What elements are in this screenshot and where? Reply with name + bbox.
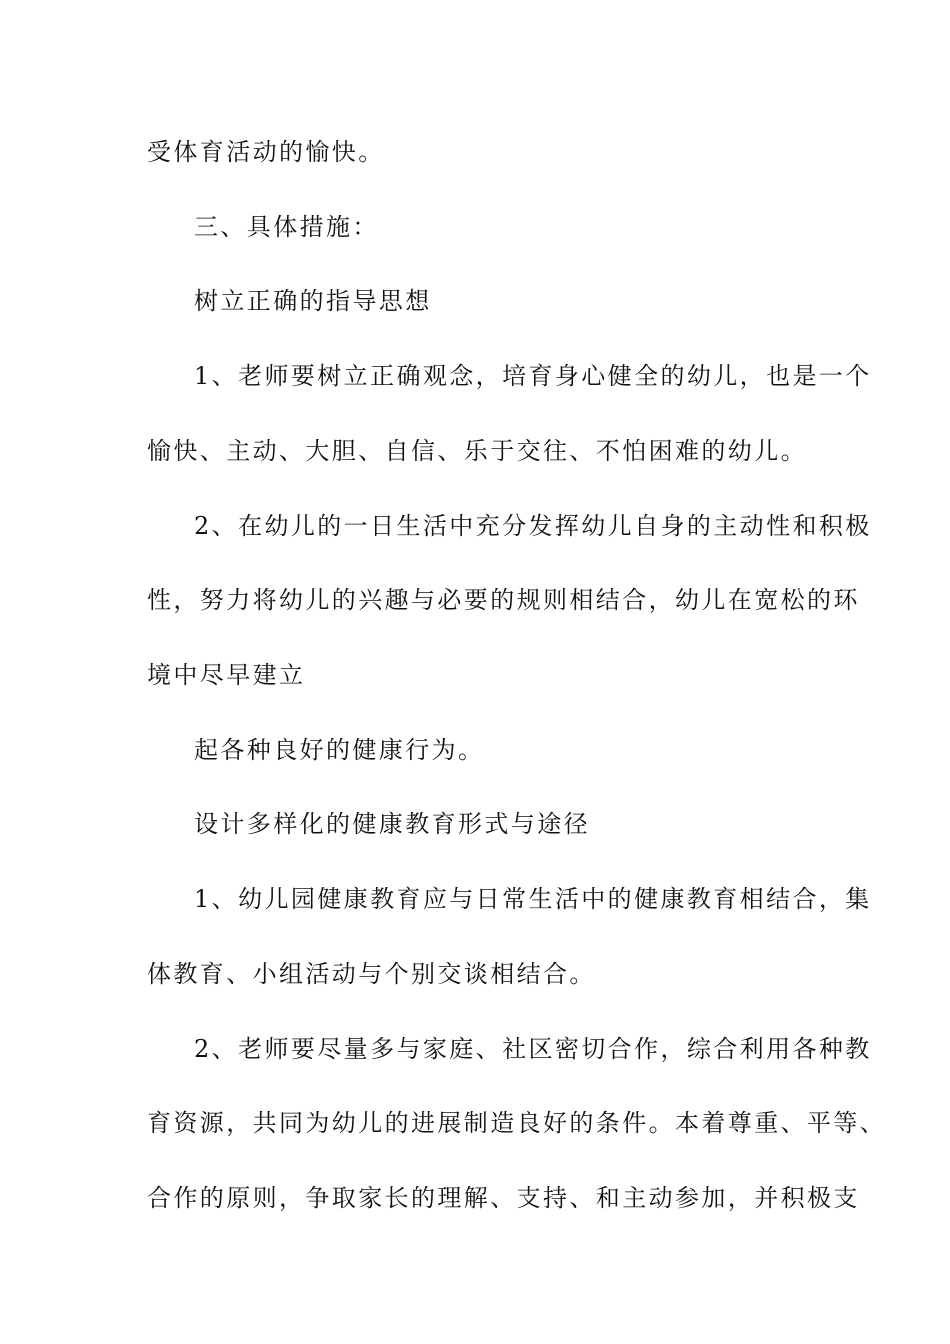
text-line: 2、老师要尽量多与家庭、社区密切合作，综合利用各种教 xyxy=(194,1035,872,1063)
text-line: 愉快、主动、大胆、自信、乐于交往、不怕困难的幼儿。 xyxy=(147,437,807,465)
text-line: 受体育活动的愉快。 xyxy=(147,138,385,166)
text-line: 起各种良好的健康行为。 xyxy=(194,736,485,764)
text-line: 1、幼儿园健康教育应与日常生活中的健康教育相结合，集 xyxy=(194,885,872,913)
text-line: 2、在幼儿的一日生活中充分发挥幼儿自身的主动性和积极 xyxy=(194,512,872,540)
subsection-heading: 设计多样化的健康教育形式与途径 xyxy=(194,810,590,838)
text-line: 体教育、小组活动与个别交谈相结合。 xyxy=(147,960,596,988)
text-line: 合作的原则，争取家长的理解、支持、和主动参加，并积极支 xyxy=(147,1184,860,1212)
text-line: 境中尽早建立 xyxy=(147,661,306,689)
text-line: 育资源，共同为幼儿的进展制造良好的条件。本着尊重、平等、 xyxy=(147,1109,887,1137)
text-line: 性，努力将幼儿的兴趣与必要的规则相结合，幼儿在宽松的环 xyxy=(147,586,860,614)
section-heading: 三、具体措施： xyxy=(194,213,379,241)
text-line: 1、老师要树立正确观念，培育身心健全的幼儿，也是一个 xyxy=(194,362,872,390)
subsection-heading: 树立正确的指导思想 xyxy=(194,287,432,315)
